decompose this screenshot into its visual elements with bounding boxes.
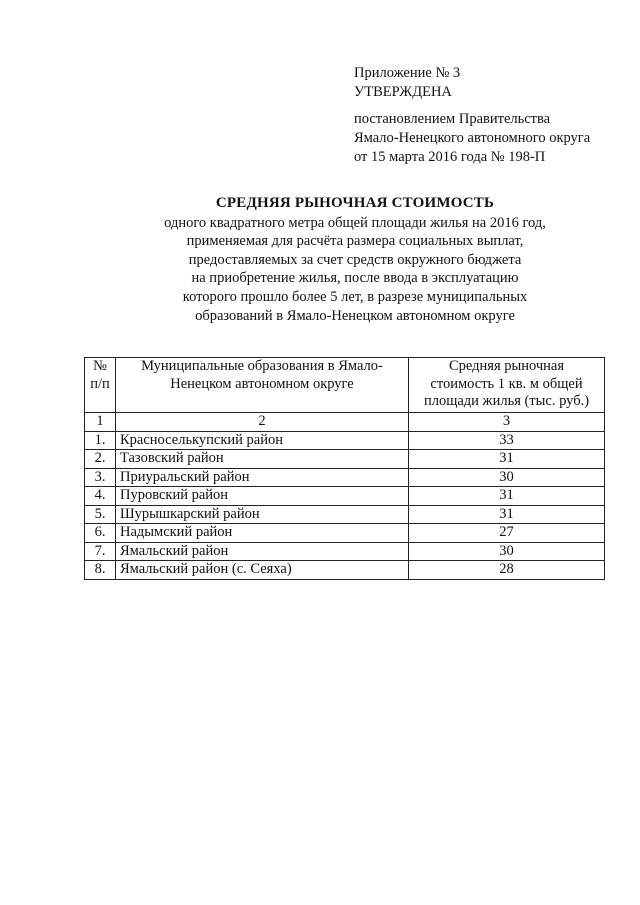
header-price-line-2: стоимость 1 кв. м общей: [430, 375, 583, 392]
municipality-name: Красноселькупский район: [116, 431, 409, 450]
price-table: [84, 357, 605, 580]
header-price-line-3: площади жилья (тыс. руб.): [423, 393, 590, 409]
municipality-name: Пуровский район: [116, 487, 409, 506]
row-number: 3.: [85, 468, 116, 487]
row-number: 1.: [85, 431, 116, 450]
approval-block: [354, 64, 624, 167]
row-number: 6.: [85, 524, 116, 543]
header-municipality-line-1: Муниципальные образования в Ямало-: [141, 358, 383, 374]
table-row: [85, 505, 605, 524]
column-index: 3: [409, 413, 605, 432]
price-value: 30: [409, 542, 605, 561]
table-row: [85, 487, 605, 506]
header-number-line-2: п/п: [90, 375, 110, 392]
spacer: [354, 102, 624, 110]
municipality-name: Надымский район: [116, 524, 409, 543]
subtitle-line-1: одного квадратного метра общей площади жилья на 2016 год,: [164, 214, 546, 231]
price-value: 33: [409, 431, 605, 450]
price-value: 31: [409, 487, 605, 506]
column-index: 2: [116, 413, 409, 432]
column-index-row: [85, 413, 605, 432]
subtitle-line-5: которого прошло более 5 лет, в разрезе муниципальных: [182, 288, 528, 305]
municipality-name: Ямальский район: [116, 542, 409, 561]
subtitle-line-2: применяемая для расчёта размера социальных выплат,: [186, 233, 524, 250]
row-number: 7.: [85, 542, 116, 561]
header-price-line-1: Средняя рыночная: [448, 358, 565, 374]
municipality-name: Тазовский район: [116, 450, 409, 469]
header-number: [85, 358, 116, 413]
approved-label: УТВЕРЖДЕНА: [354, 84, 452, 100]
header-price: [409, 358, 605, 413]
header-municipality: [116, 358, 409, 413]
subtitle-line-6: образований в Ямало-Ненецком автономном округе: [195, 307, 515, 324]
table-row: [85, 431, 605, 450]
subtitle-line-4: на приобретение жилья, после ввода в эксплуатацию: [191, 270, 519, 287]
subtitle-line-3: предоставляемых за счет средств окружного бюджета: [188, 251, 522, 268]
row-number: 8.: [85, 561, 116, 580]
row-number: 5.: [85, 505, 116, 524]
price-value: 31: [409, 450, 605, 469]
municipality-name: Ямальский район (с. Сеяха): [116, 561, 409, 580]
document-heading: [100, 194, 610, 325]
column-index: 1: [85, 413, 116, 432]
appendix-label: Приложение № 3: [354, 65, 461, 81]
table-row: [85, 524, 605, 543]
municipality-name: Шурышкарский район: [116, 505, 409, 524]
decree-line-2: Ямало-Ненецкого автономного округа: [354, 130, 591, 146]
header-number-line-1: №: [93, 358, 107, 374]
table-header-row: [85, 358, 605, 413]
price-value: 31: [409, 505, 605, 524]
table-row: [85, 468, 605, 487]
municipality-name: Приуральский район: [116, 468, 409, 487]
table-row: [85, 450, 605, 469]
row-number: 4.: [85, 487, 116, 506]
document-title: СРЕДНЯЯ РЫНОЧНАЯ СТОИМОСТЬ: [215, 195, 495, 211]
table-row: [85, 542, 605, 561]
row-number: 2.: [85, 450, 116, 469]
table-row: [85, 561, 605, 580]
decree-date: от 15 марта 2016 года № 198-П: [354, 149, 546, 165]
price-value: 27: [409, 524, 605, 543]
price-value: 28: [409, 561, 605, 580]
price-value: 30: [409, 468, 605, 487]
header-municipality-line-2: Ненецком автономном округе: [170, 375, 354, 392]
decree-line-1: постановлением Правительства: [354, 111, 551, 127]
